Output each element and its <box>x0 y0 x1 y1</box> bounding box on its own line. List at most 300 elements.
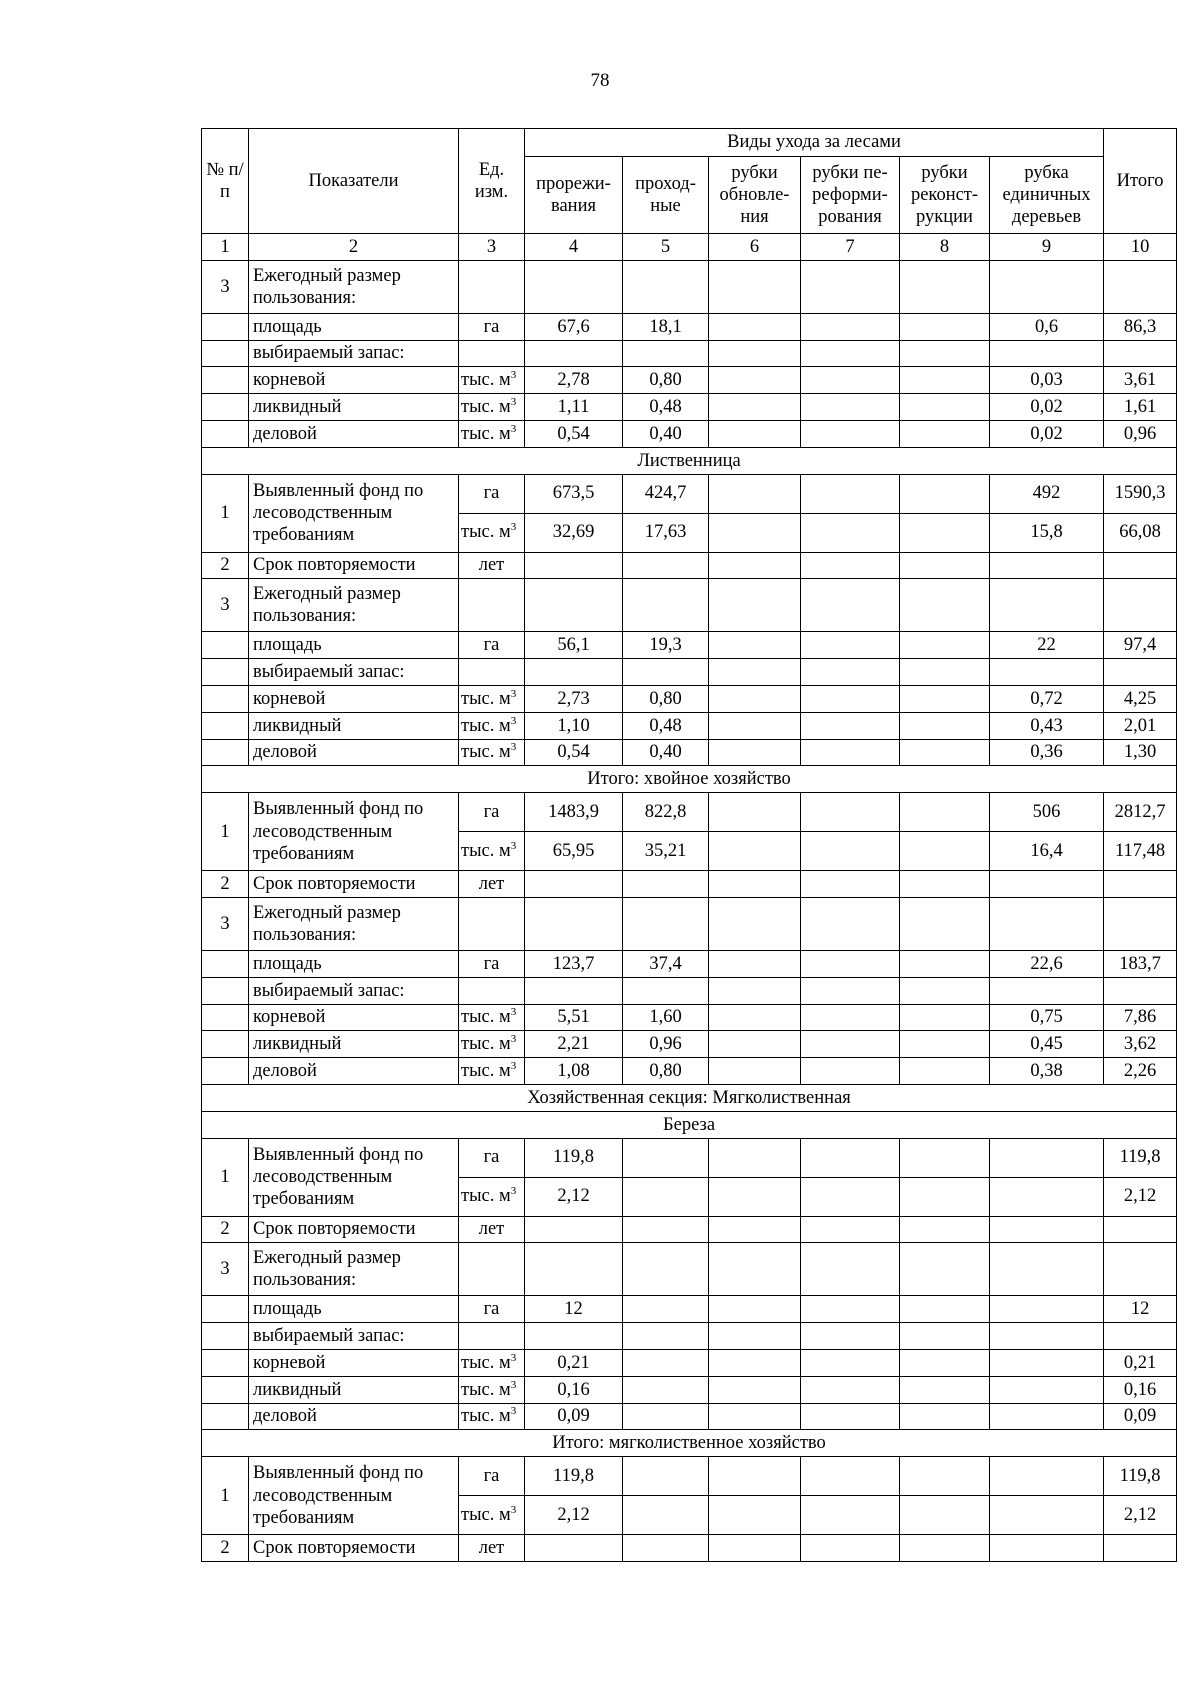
unit-superscript: 3 <box>510 521 517 534</box>
unit-text: тыс. м <box>461 1060 511 1081</box>
unit-cell: лет <box>459 871 525 898</box>
value-cell <box>900 659 990 686</box>
row-number: 1 <box>202 1457 249 1535</box>
value-cell <box>1104 1535 1177 1562</box>
value-cell <box>990 1177 1104 1216</box>
value-cell: 97,4 <box>1104 632 1177 659</box>
value-cell: 0,54 <box>525 420 623 447</box>
value-cell <box>990 1496 1104 1535</box>
value-cell <box>801 712 900 739</box>
value-cell <box>801 1457 900 1496</box>
unit-superscript: 3 <box>510 1378 517 1391</box>
value-cell <box>801 1349 900 1376</box>
value-cell: 1,30 <box>1104 739 1177 766</box>
value-cell <box>709 1296 801 1323</box>
unit-superscript: 3 <box>510 422 517 435</box>
row-number <box>202 420 249 447</box>
table-row <box>202 1323 1177 1350</box>
row-number <box>202 950 249 977</box>
indicator-label: выбираемый запас: <box>249 1323 459 1350</box>
value-cell <box>801 1031 900 1058</box>
value-cell <box>900 793 990 832</box>
unit-cell <box>459 659 525 686</box>
value-cell <box>801 394 900 421</box>
indicator-label: Выявленный фонд по лесоводственным требованиям <box>249 793 459 871</box>
value-cell: 0,75 <box>990 1004 1104 1031</box>
table-row <box>202 871 1177 898</box>
table-row <box>202 394 1177 421</box>
row-number <box>202 313 249 340</box>
value-cell: 7,86 <box>1104 1004 1177 1031</box>
value-cell: 0,54 <box>525 739 623 766</box>
value-cell: 0,80 <box>623 1058 709 1085</box>
value-cell: 673,5 <box>525 474 623 513</box>
value-cell: 183,7 <box>1104 950 1177 977</box>
header-total: Итого <box>1104 129 1177 234</box>
value-cell: 5,51 <box>525 1004 623 1031</box>
unit-superscript: 3 <box>510 1405 517 1418</box>
row-number <box>202 367 249 394</box>
table-row <box>202 897 1177 950</box>
unit-text: тыс. м <box>461 396 511 417</box>
value-cell <box>709 1403 801 1430</box>
value-cell: 16,4 <box>990 832 1104 871</box>
value-cell <box>623 659 709 686</box>
value-cell <box>990 1457 1104 1496</box>
table-row <box>202 659 1177 686</box>
value-cell: 2,26 <box>1104 1058 1177 1085</box>
value-cell <box>900 367 990 394</box>
value-cell <box>525 871 623 898</box>
value-cell <box>900 712 990 739</box>
value-cell <box>900 1535 990 1562</box>
value-cell <box>1104 1323 1177 1350</box>
unit-superscript: 3 <box>510 687 517 700</box>
value-cell <box>623 871 709 898</box>
value-cell <box>990 552 1104 579</box>
row-number: 3 <box>202 897 249 950</box>
value-cell: 2,12 <box>1104 1496 1177 1535</box>
value-cell <box>801 1323 900 1350</box>
value-cell <box>709 394 801 421</box>
indicator-label: Ежегодный размер пользования: <box>249 1243 459 1296</box>
col-number: 1 <box>202 234 249 261</box>
value-cell: 0,40 <box>623 739 709 766</box>
unit-cell <box>459 977 525 1004</box>
value-cell <box>900 313 990 340</box>
table-row <box>202 1138 1177 1177</box>
unit-cell <box>459 1496 525 1535</box>
row-number <box>202 1004 249 1031</box>
table-row <box>202 685 1177 712</box>
header-thinning: прорежи-вания <box>525 157 623 234</box>
header-unit: Ед. изм. <box>459 129 525 234</box>
indicator-label: деловой <box>249 739 459 766</box>
value-cell <box>990 1323 1104 1350</box>
header-care-types: Виды ухода за лесами <box>525 129 1104 157</box>
value-cell <box>801 1376 900 1403</box>
value-cell <box>801 367 900 394</box>
value-cell <box>990 977 1104 1004</box>
value-cell <box>709 1031 801 1058</box>
value-cell <box>709 1138 801 1177</box>
value-cell: 2,01 <box>1104 712 1177 739</box>
value-cell: 0,02 <box>990 420 1104 447</box>
value-cell <box>623 977 709 1004</box>
table-row <box>202 1430 1177 1457</box>
value-cell: 32,69 <box>525 513 623 552</box>
row-number <box>202 977 249 1004</box>
value-cell <box>990 1403 1104 1430</box>
unit-cell <box>459 420 525 447</box>
row-number <box>202 394 249 421</box>
value-cell <box>990 897 1104 950</box>
value-cell: 0,80 <box>623 685 709 712</box>
value-cell <box>525 659 623 686</box>
value-cell: 822,8 <box>623 793 709 832</box>
unit-cell <box>459 1004 525 1031</box>
value-cell: 19,3 <box>623 632 709 659</box>
value-cell <box>709 1216 801 1243</box>
row-number <box>202 712 249 739</box>
indicator-label: Ежегодный размер пользования: <box>249 897 459 950</box>
value-cell <box>900 832 990 871</box>
value-cell: 0,72 <box>990 685 1104 712</box>
value-cell <box>990 1216 1104 1243</box>
value-cell <box>801 1138 900 1177</box>
value-cell: 117,48 <box>1104 832 1177 871</box>
unit-cell <box>459 1323 525 1350</box>
value-cell <box>525 1535 623 1562</box>
indicator-label: выбираемый запас: <box>249 977 459 1004</box>
value-cell: 17,63 <box>623 513 709 552</box>
value-cell <box>623 1216 709 1243</box>
value-cell <box>900 1031 990 1058</box>
value-cell <box>1104 659 1177 686</box>
value-cell: 1590,3 <box>1104 474 1177 513</box>
value-cell <box>900 420 990 447</box>
value-cell <box>801 1177 900 1216</box>
col-number: 2 <box>249 234 459 261</box>
value-cell <box>709 712 801 739</box>
unit-text: тыс. м <box>461 688 511 709</box>
value-cell: 1,60 <box>623 1004 709 1031</box>
table-row <box>202 420 1177 447</box>
indicator-label: Выявленный фонд по лесоводственным требованиям <box>249 1457 459 1535</box>
col-number: 9 <box>990 234 1104 261</box>
value-cell <box>900 1216 990 1243</box>
value-cell <box>900 579 990 632</box>
row-number <box>202 1323 249 1350</box>
col-number: 3 <box>459 234 525 261</box>
unit-cell: га <box>459 950 525 977</box>
value-cell <box>623 1496 709 1535</box>
value-cell <box>801 977 900 1004</box>
table-row <box>202 739 1177 766</box>
indicator-label: Ежегодный размер пользования: <box>249 579 459 632</box>
indicator-label: деловой <box>249 1058 459 1085</box>
value-cell <box>623 1243 709 1296</box>
table-row <box>202 1111 1177 1138</box>
col-number: 10 <box>1104 234 1177 261</box>
value-cell <box>900 394 990 421</box>
row-number <box>202 1376 249 1403</box>
value-cell: 0,40 <box>623 420 709 447</box>
value-cell <box>1104 340 1177 367</box>
indicator-label: площадь <box>249 1296 459 1323</box>
unit-text: тыс. м <box>461 1352 511 1373</box>
value-cell: 2,21 <box>525 1031 623 1058</box>
row-number: 2 <box>202 871 249 898</box>
value-cell <box>801 1296 900 1323</box>
value-cell <box>801 420 900 447</box>
value-cell <box>801 474 900 513</box>
row-number: 1 <box>202 1138 249 1216</box>
unit-cell <box>459 579 525 632</box>
value-cell <box>900 340 990 367</box>
value-cell <box>801 552 900 579</box>
indicator-label: деловой <box>249 420 459 447</box>
value-cell <box>709 977 801 1004</box>
row-number <box>202 1031 249 1058</box>
value-cell <box>709 871 801 898</box>
value-cell <box>709 1349 801 1376</box>
value-cell: 0,03 <box>990 367 1104 394</box>
unit-text: тыс. м <box>461 522 511 543</box>
table-row <box>202 1031 1177 1058</box>
value-cell <box>623 1323 709 1350</box>
value-cell <box>801 579 900 632</box>
value-cell: 22 <box>990 632 1104 659</box>
value-cell <box>801 1058 900 1085</box>
value-cell <box>900 1243 990 1296</box>
value-cell <box>801 897 900 950</box>
unit-cell <box>459 1031 525 1058</box>
value-cell: 0,16 <box>1104 1376 1177 1403</box>
unit-cell: га <box>459 632 525 659</box>
col-number: 7 <box>801 234 900 261</box>
indicator-label: ликвидный <box>249 712 459 739</box>
row-number <box>202 739 249 766</box>
value-cell <box>900 1496 990 1535</box>
value-cell <box>900 632 990 659</box>
value-cell <box>801 1403 900 1430</box>
value-cell: 0,16 <box>525 1376 623 1403</box>
value-cell: 0,36 <box>990 739 1104 766</box>
col-number: 6 <box>709 234 801 261</box>
value-cell <box>525 552 623 579</box>
unit-text: тыс. м <box>461 1379 511 1400</box>
value-cell: 123,7 <box>525 950 623 977</box>
value-cell <box>990 1535 1104 1562</box>
value-cell <box>1104 1243 1177 1296</box>
unit-cell <box>459 1349 525 1376</box>
value-cell <box>990 260 1104 313</box>
value-cell <box>525 260 623 313</box>
value-cell <box>900 552 990 579</box>
value-cell: 0,6 <box>990 313 1104 340</box>
indicator-label: Срок повторяемости <box>249 1216 459 1243</box>
value-cell: 0,02 <box>990 394 1104 421</box>
table-row <box>202 1376 1177 1403</box>
value-cell <box>900 739 990 766</box>
unit-text: тыс. м <box>461 1406 511 1427</box>
value-cell <box>709 659 801 686</box>
indicator-label: выбираемый запас: <box>249 340 459 367</box>
table-row <box>202 1216 1177 1243</box>
indicator-label: площадь <box>249 950 459 977</box>
table-row <box>202 367 1177 394</box>
unit-cell <box>459 739 525 766</box>
value-cell <box>709 367 801 394</box>
indicator-label: Выявленный фонд по лесоводственным требованиям <box>249 1138 459 1216</box>
value-cell: 1,61 <box>1104 394 1177 421</box>
value-cell <box>709 513 801 552</box>
value-cell <box>801 871 900 898</box>
value-cell <box>623 897 709 950</box>
header-reconstruction: рубки реконст-рукции <box>900 157 990 234</box>
unit-cell: га <box>459 793 525 832</box>
unit-cell <box>459 1243 525 1296</box>
value-cell <box>990 1296 1104 1323</box>
value-cell <box>623 260 709 313</box>
value-cell <box>1104 897 1177 950</box>
value-cell <box>1104 1216 1177 1243</box>
value-cell <box>709 950 801 977</box>
value-cell: 12 <box>1104 1296 1177 1323</box>
indicator-label: площадь <box>249 632 459 659</box>
table-row <box>202 1296 1177 1323</box>
value-cell <box>623 552 709 579</box>
unit-cell <box>459 513 525 552</box>
value-cell: 119,8 <box>525 1457 623 1496</box>
unit-superscript: 3 <box>510 1351 517 1364</box>
indicator-label: корневой <box>249 685 459 712</box>
value-cell: 37,4 <box>623 950 709 977</box>
value-cell <box>623 1349 709 1376</box>
value-cell <box>709 313 801 340</box>
value-cell <box>1104 977 1177 1004</box>
value-cell: 86,3 <box>1104 313 1177 340</box>
value-cell <box>900 1177 990 1216</box>
value-cell: 4,25 <box>1104 685 1177 712</box>
value-cell <box>900 513 990 552</box>
value-cell: 65,95 <box>525 832 623 871</box>
unit-cell <box>459 340 525 367</box>
value-cell <box>709 1323 801 1350</box>
value-cell: 22,6 <box>990 950 1104 977</box>
unit-superscript: 3 <box>510 1059 517 1072</box>
value-cell <box>709 685 801 712</box>
indicator-label: Срок повторяемости <box>249 1535 459 1562</box>
value-cell <box>801 659 900 686</box>
row-number <box>202 659 249 686</box>
value-cell <box>709 1058 801 1085</box>
value-cell <box>709 260 801 313</box>
value-cell <box>990 1349 1104 1376</box>
value-cell <box>990 1138 1104 1177</box>
header-renewal: рубки обновле-ния <box>709 157 801 234</box>
value-cell: 67,6 <box>525 313 623 340</box>
value-cell: 2,73 <box>525 685 623 712</box>
section-title: Итого: хвойное хозяйство <box>202 766 1177 793</box>
value-cell <box>525 897 623 950</box>
value-cell: 0,45 <box>990 1031 1104 1058</box>
table-row <box>202 340 1177 367</box>
table-row <box>202 1457 1177 1496</box>
unit-superscript: 3 <box>510 1185 517 1198</box>
section-title: Береза <box>202 1111 1177 1138</box>
section-title: Хозяйственная секция: Мягколиственная <box>202 1084 1177 1111</box>
value-cell <box>990 1376 1104 1403</box>
header-num: № п/п <box>202 129 249 234</box>
unit-cell <box>459 367 525 394</box>
value-cell: 0,09 <box>1104 1403 1177 1430</box>
unit-cell <box>459 394 525 421</box>
col-number: 8 <box>900 234 990 261</box>
table-row <box>202 1058 1177 1085</box>
value-cell <box>801 313 900 340</box>
value-cell <box>623 1376 709 1403</box>
page-number: 78 <box>590 70 610 91</box>
value-cell: 2,12 <box>525 1177 623 1216</box>
value-cell <box>900 1138 990 1177</box>
indicator-label: Ежегодный размер пользования: <box>249 260 459 313</box>
indicator-label: корневой <box>249 1349 459 1376</box>
table-row <box>202 793 1177 832</box>
value-cell: 2812,7 <box>1104 793 1177 832</box>
value-cell <box>801 685 900 712</box>
value-cell <box>525 1216 623 1243</box>
value-cell <box>1104 871 1177 898</box>
col-number: 4 <box>525 234 623 261</box>
value-cell <box>801 793 900 832</box>
row-number: 1 <box>202 793 249 871</box>
value-cell: 0,21 <box>525 1349 623 1376</box>
header-indicators: Показатели <box>249 129 459 234</box>
indicator-label: площадь <box>249 313 459 340</box>
value-cell <box>623 1138 709 1177</box>
value-cell <box>709 793 801 832</box>
table-row <box>202 579 1177 632</box>
value-cell <box>900 1403 990 1430</box>
table-row <box>202 313 1177 340</box>
value-cell <box>900 1296 990 1323</box>
table-header <box>202 129 1177 261</box>
header-passage: проход-ные <box>623 157 709 234</box>
value-cell <box>801 1496 900 1535</box>
value-cell <box>623 1535 709 1562</box>
table-row <box>202 712 1177 739</box>
value-cell: 2,78 <box>525 367 623 394</box>
value-cell: 2,12 <box>1104 1177 1177 1216</box>
value-cell <box>900 1323 990 1350</box>
table-row <box>202 977 1177 1004</box>
value-cell: 0,09 <box>525 1403 623 1430</box>
value-cell <box>1104 260 1177 313</box>
value-cell: 0,80 <box>623 367 709 394</box>
unit-superscript: 3 <box>510 369 517 382</box>
unit-superscript: 3 <box>510 1032 517 1045</box>
value-cell <box>709 739 801 766</box>
value-cell <box>801 340 900 367</box>
value-cell <box>623 579 709 632</box>
value-cell <box>990 1243 1104 1296</box>
table-row <box>202 950 1177 977</box>
value-cell: 424,7 <box>623 474 709 513</box>
unit-text: тыс. м <box>461 370 511 391</box>
value-cell <box>801 1004 900 1031</box>
